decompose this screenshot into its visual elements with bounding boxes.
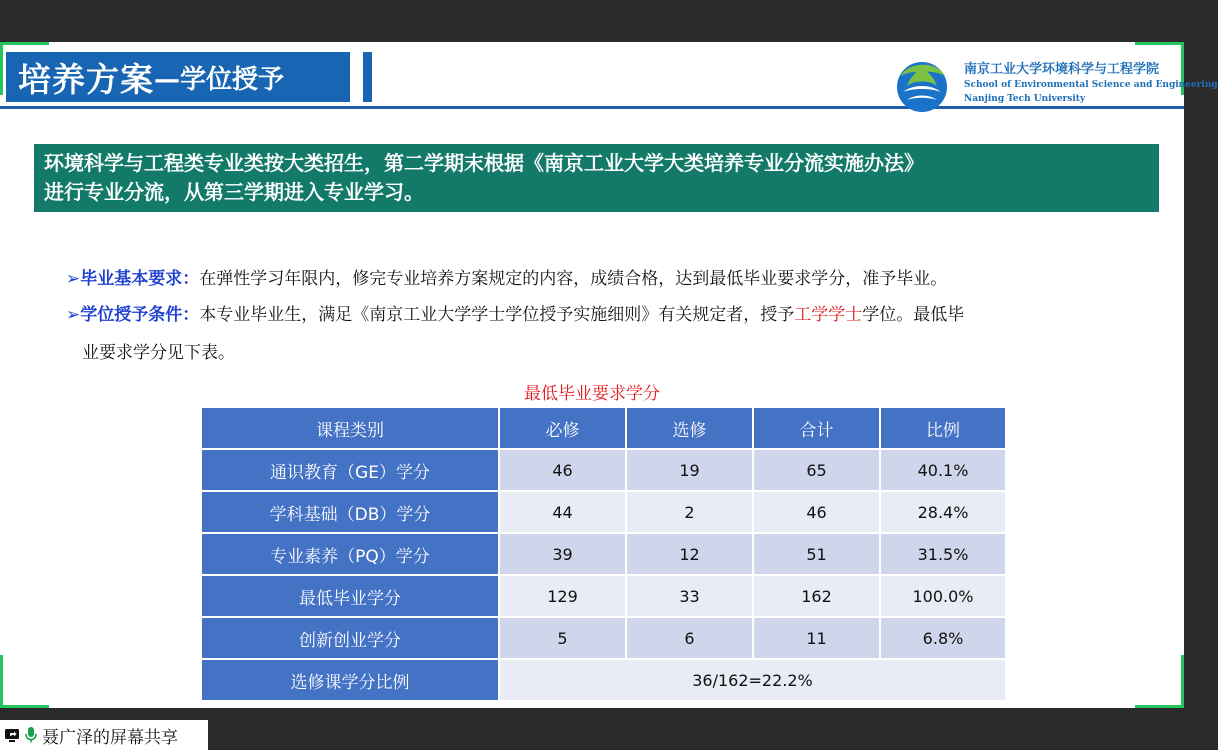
bullet-arrow-icon: ➢ <box>66 269 81 289</box>
column-header: 比例 <box>880 407 1006 449</box>
summary-value: 36/162=22.2% <box>499 659 1006 701</box>
table-row <box>201 533 1006 575</box>
colon: ： <box>182 269 200 289</box>
table-cell: 33 <box>626 575 753 617</box>
table-summary-row <box>201 659 1006 701</box>
table-cell: 46 <box>499 449 626 491</box>
table-header-row <box>201 407 1006 449</box>
graduation-requirement <box>66 264 947 289</box>
table-cell: 51 <box>753 533 880 575</box>
column-header: 合计 <box>753 407 880 449</box>
row-label: 选修课学分比例 <box>201 659 499 701</box>
table-row <box>201 617 1006 659</box>
slide-title-sub: —学位授予 <box>154 64 285 95</box>
slide-title-main: 培养方案 <box>18 59 154 99</box>
degree-requirement <box>66 300 964 325</box>
table-cell: 28.4% <box>880 491 1006 533</box>
table-cell: 39 <box>499 533 626 575</box>
frame-corner <box>0 655 49 708</box>
column-header: 课程类别 <box>201 407 499 449</box>
row-label: 学科基础（DB）学分 <box>201 491 499 533</box>
table-row <box>201 575 1006 617</box>
table-cell: 6 <box>626 617 753 659</box>
credits-table <box>200 406 1007 702</box>
table-cell: 162 <box>753 575 880 617</box>
table-cell: 6.8% <box>880 617 1006 659</box>
degree-requirement-key: 学位授予条件 <box>80 305 183 325</box>
row-label: 创新创业学分 <box>201 617 499 659</box>
microphone-icon <box>24 726 38 744</box>
title-accent-bar <box>363 52 372 102</box>
table-cell: 65 <box>753 449 880 491</box>
table-cell: 12 <box>626 533 753 575</box>
row-label: 最低毕业学分 <box>201 575 499 617</box>
colon: ： <box>182 305 200 325</box>
table-cell: 129 <box>499 575 626 617</box>
graduation-requirement-key: 毕业基本要求 <box>80 269 183 289</box>
banner-line-2: 进行专业分流，从第三学期进入专业学习。 <box>44 180 424 204</box>
table-cell: 5 <box>499 617 626 659</box>
column-header: 选修 <box>626 407 753 449</box>
table-row <box>201 491 1006 533</box>
screen-share-indicator[interactable] <box>0 720 208 750</box>
university-name-en: School of Environmental Science and Engineering <box>964 80 1218 90</box>
table-cell: 44 <box>499 491 626 533</box>
table-cell: 40.1% <box>880 449 1006 491</box>
degree-requirement-line-2: 业要求学分见下表。 <box>82 343 235 363</box>
slide-title <box>6 52 350 102</box>
table-cell: 100.0% <box>880 575 1006 617</box>
frame-corner <box>1135 655 1184 708</box>
screen-share-icon <box>4 728 20 742</box>
graduation-requirement-text: 在弹性学习年限内，修完专业培养方案规定的内容，成绩合格，达到最低毕业要求学分，准予毕业。 <box>199 269 948 289</box>
table-cell: 19 <box>626 449 753 491</box>
degree-requirement-text: 本专业毕业生，满足《南京工业大学学士学位授予实施细则》有关规定者，授予 <box>199 305 795 325</box>
degree-highlight: 工学学士 <box>794 305 863 325</box>
table-row <box>201 449 1006 491</box>
screen-share-label: 聂广泽的屏幕共享 <box>42 727 178 748</box>
table-cell: 31.5% <box>880 533 1006 575</box>
row-label: 专业素养（PQ）学分 <box>201 533 499 575</box>
table-cell: 2 <box>626 491 753 533</box>
column-header: 必修 <box>499 407 626 449</box>
university-name-en-2: Nanjing Tech University <box>964 94 1086 104</box>
presentation-slide <box>0 42 1218 708</box>
title-divider <box>0 106 1184 109</box>
university-logo-icon <box>893 56 951 114</box>
degree-requirement-text-end: 学位。最低毕 <box>862 305 965 325</box>
banner-line-1: 环境科学与工程类专业类按大类招生，第二学期末根据《南京工业大学大类培养专业分流实施办法》 <box>44 151 924 175</box>
bullet-arrow-icon: ➢ <box>66 305 81 325</box>
university-name-cn: 南京工业大学环境科学与工程学院 <box>964 62 1160 77</box>
intro-banner <box>34 144 1159 212</box>
row-label: 通识教育（GE）学分 <box>201 449 499 491</box>
table-cell: 11 <box>753 617 880 659</box>
table-cell: 46 <box>753 491 880 533</box>
table-caption: 最低毕业要求学分 <box>524 384 660 404</box>
